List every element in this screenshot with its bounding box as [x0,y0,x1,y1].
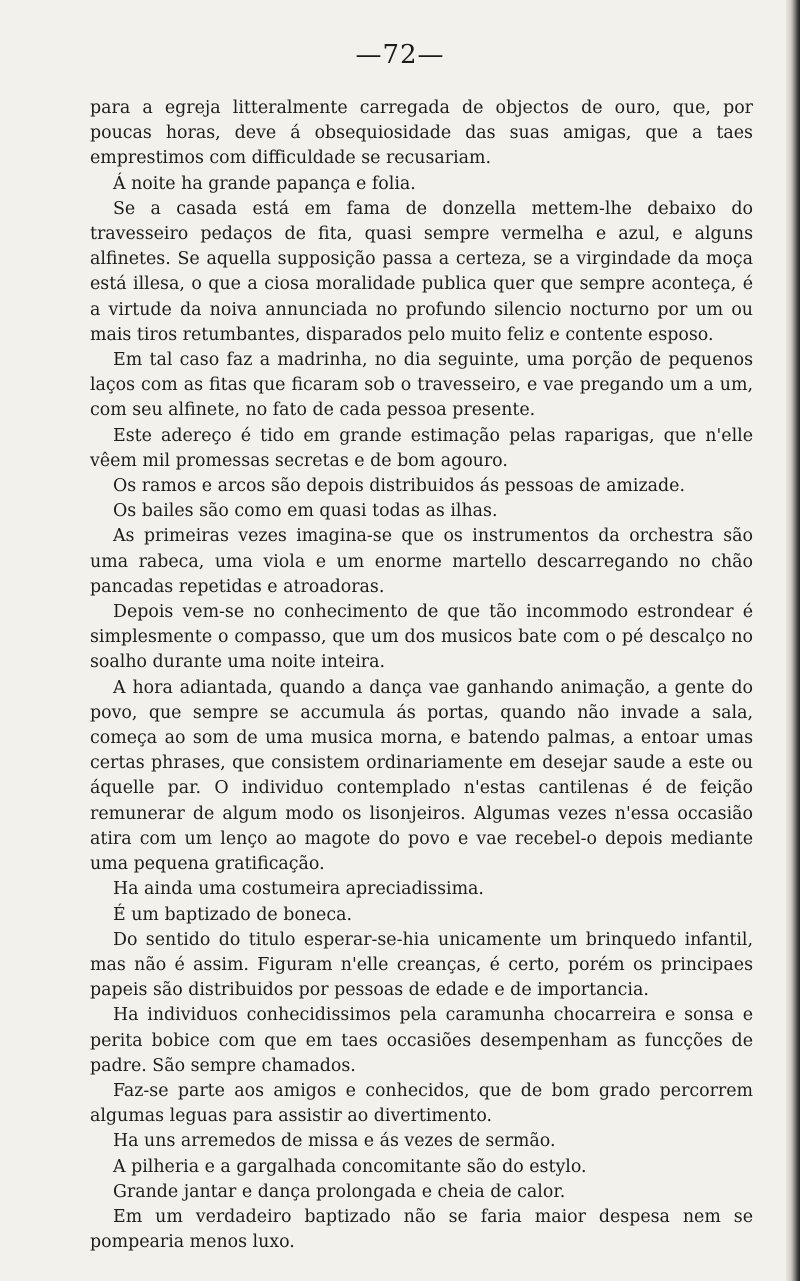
paragraph: A hora adiantada, quando a dança vae ganhando animação, a gente do povo, que sempre se accumula ás portas, quando não invade a sala, começa ao som de uma musica morna, e batendo palmas, a entoar umas certas phrases, que consistem ordinariamente em desejar saude a este ou áquelle par. O individuo contemplado n'estas cantilenas é de feição remunerar de algum modo os lisonjeiros. Algumas vezes n'essa occasião atira com um lenço ao magote do povo e vae recebel-o depois mediante uma pequena gratificação. [90,677,753,875]
paragraph: Este adereço é tido em grande estimação pelas raparigas, que n'elle vêem mil promessas secretas e de bom agouro. [90,425,753,471]
paragraph: Faz-se parte aos amigos e conhecidos, que de bom grado percorrem algumas leguas para assistir ao divertimento. [90,1080,753,1127]
paragraph: Os bailes são como em quasi todas as ilhas. [113,501,498,522]
paragraph: Os ramos e arcos são depois distribuidos ás pessoas de amizade. [113,476,685,497]
paragraph: Á noite ha grande papança e folia. [113,173,416,194]
paragraph: Grande jantar e dança prolongada e cheia de calor. [113,1181,566,1202]
paragraph: Em tal caso faz a madrinha, no dia seguinte, uma porção de pequenos laços com as fitas que ficaram sob o travesseiro, e vae pregando um a um, com seu alfinete, no fato de cada pessoa presente. [90,350,753,421]
paragraph: Se a casada está em fama de donzella mettem-lhe debaixo do travesseiro pedaços de fita, quasi sempre vermelha e azul, e alguns alfinetes. Se aquella supposição passa a certeza, se a virgindade da moça está illesa, o que a ciosa moralidade publica quer que sempre aconteça, é a virtude da noiva annunciada no profundo silencio nocturno por um ou mais tiros retumbantes, disparados pelo muito feliz e contente esposo. [90,198,753,345]
page-number: —72— [355,40,445,70]
paragraph: Do sentido do titulo esperar-se-hia unicamente um brinquedo infantil, mas não é assim. Figuram n'elle creanças, é certo, porém os principaes papeis são distribuidos por pessoas de edade e de importancia. [90,929,753,1001]
paragraph: Ha ainda uma costumeira apreciadissima. [113,879,484,900]
paragraph: para a egreja litteralmente carregada de objectos de ouro, que, por poucas horas, deve á obsequiosidade das suas amigas, que a taes emprestimos com difficuldade se recusariam. [90,98,753,169]
paragraph: Ha uns arremedos de missa e ás vezes de sermão. [113,1131,556,1152]
paragraph: É um baptizado de boneca. [113,904,352,925]
page-body [90,96,753,1255]
paragraph: Em um verdadeiro baptizado não se faria maior despesa nem se pompearia menos luxo. [90,1206,753,1253]
paragraph: As primeiras vezes imagina-se que os instrumentos da orchestra são uma rabeca, uma viola e um enorme martello descarregando no chão pancadas repetidas e atroadoras. [90,526,753,597]
paragraph: Depois vem-se no conhecimento de que tão incommodo estrondear é simplesmente o compasso, que um dos musicos bate com o pé descalço no soalho durante uma noite inteira. [90,602,753,673]
paragraph: A pilheria e a gargalhada concomitante são do estylo. [113,1156,587,1177]
page-edge-shadow [786,0,800,1281]
paragraph: Ha individuos conhecidissimos pela caramunha chocarreira e sonsa e perita bobice com que em taes occasiões desempenham as funcções de padre. São sempre chamados. [90,1005,753,1076]
